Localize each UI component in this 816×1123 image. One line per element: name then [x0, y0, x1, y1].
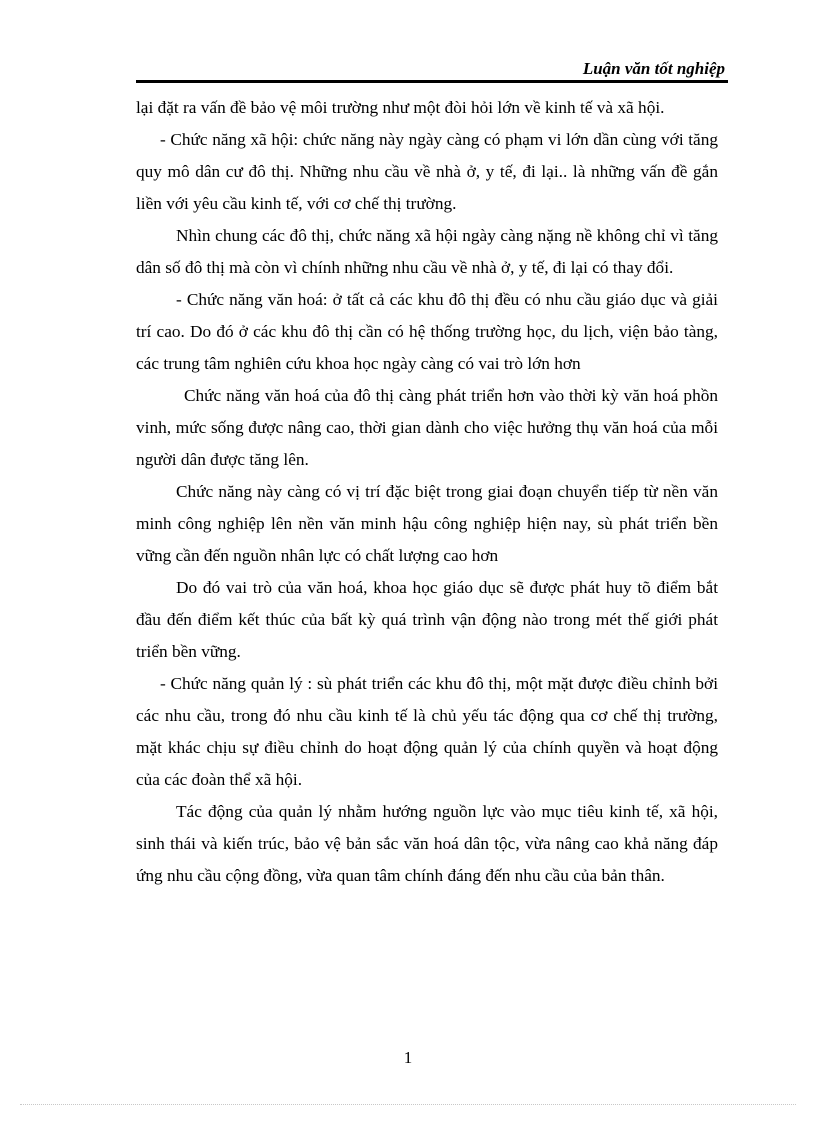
paragraph-cultural-function: - Chức năng văn hoá: ở tất cả các khu đô thị đều có nhu cầu giáo dục và giải trí cao. Do đó ở các khu đô thị cần có hệ thống trường học, du lịch, viện bảo tàng, các trung tâm nghiên cứu khoa học ngày càng có vai trò lớn hơn [136, 290, 718, 373]
page-header [136, 58, 728, 80]
paragraph: Chức năng văn hoá của đô thị càng phát triển hơn vào thời kỳ văn hoá phồn vinh, mức sống được nâng cao, thời gian dành cho việc hưởng thụ văn hoá của mỗi người dân được tăng lên. [136, 386, 718, 469]
page-number: 1 [403, 1048, 413, 1067]
paragraph: Nhìn chung các đô thị, chức năng xã hội ngày càng nặng nề không chỉ vì tăng dân số đô thị mà còn vì chính những nhu cầu về nhà ở, y tế, đi lại có thay đổi. [136, 226, 718, 277]
paragraph: Chức năng này càng có vị trí đặc biệt trong giai đoạn chuyển tiếp từ nền văn minh công nghiệp lên nền văn minh hậu công nghiệp hiện nay, sù phát triển bền vững cần đến nguồn nhân lực có chất lượng cao hơn [136, 482, 718, 565]
paragraph: Do đó vai trò của văn hoá, khoa học giáo dục sẽ được phát huy tõ điểm bắt đầu đến điểm kết thúc của bất kỳ quá trình vận động nào trong mét thế giới phát triển bền vững. [136, 578, 718, 661]
paragraph-management-function: - Chức năng quản lý : sù phát triển các khu đô thị, một mặt được điều chỉnh bởi các nhu cầu, trong đó nhu cầu kinh tế là chủ yếu tác động qua cơ chế thị trường, mặt khác chịu sự điều chỉnh do hoạt động quản lý của chính quyền và hoạt động của các đoàn thể xã hội. [136, 674, 718, 789]
paragraph-social-function: - Chức năng xã hội: chức năng này ngày càng có phạm vi lớn dần cùng với tăng quy mô dân cư đô thị. Những nhu cầu về nhà ở, y tế, đi lại.. là những vấn đề gắn liền với yêu cầu kinh tế, với cơ chế thị trường. [136, 130, 718, 213]
document-title: Luận văn tốt nghiệp [582, 59, 725, 78]
page-bottom-border [20, 1104, 796, 1105]
header-rule [136, 80, 728, 83]
paragraph: Tác động của quản lý nhằm hướng nguồn lực vào mục tiêu kinh tế, xã hội, sinh thái và kiến trúc, bảo vệ bản sắc văn hoá dân tộc, vừa nâng cao khả năng đáp ứng nhu cầu cộng đồng, vừa quan tâm chính đáng đến nhu cầu của bản thân. [136, 802, 718, 885]
paragraph: lại đặt ra vấn đề bảo vệ môi trường như một đòi hỏi lớn về kinh tế và xã hội. [136, 98, 665, 117]
document-body [136, 92, 718, 892]
